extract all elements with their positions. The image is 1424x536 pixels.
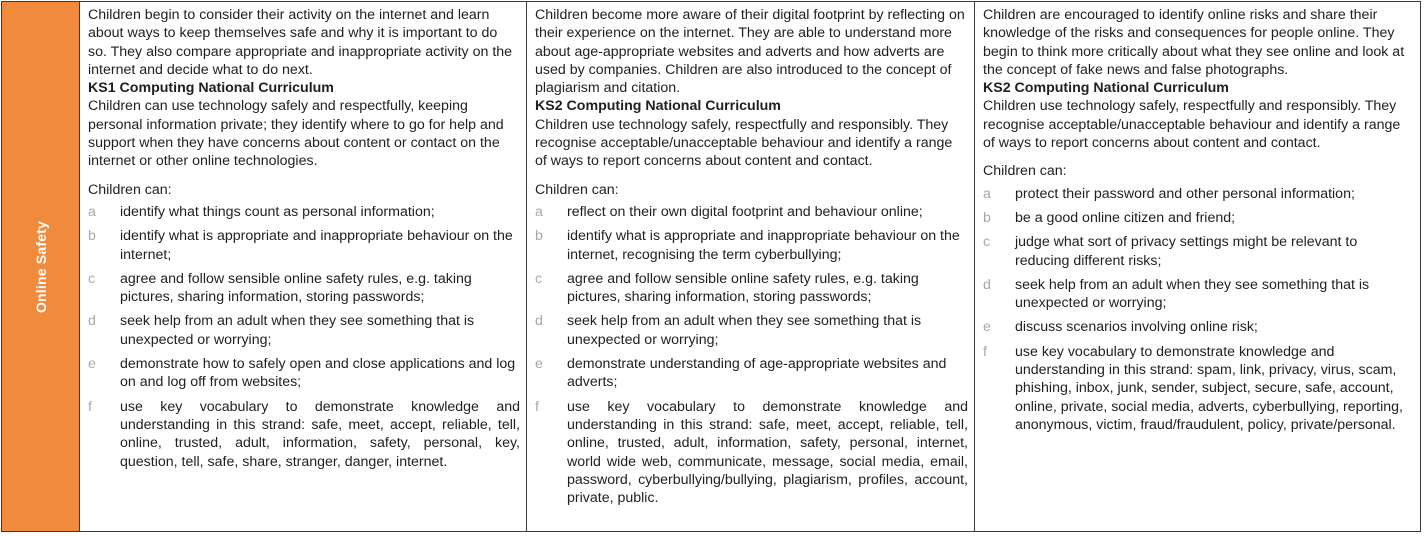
item-letter: f	[983, 343, 987, 360]
item-letter: c	[88, 270, 96, 287]
children-can-label: Children can:	[88, 181, 172, 198]
item-text: demonstrate how to safely open and close applications and log on and log off from websites;	[120, 356, 516, 391]
item-letter: a	[983, 185, 991, 202]
item-letter: d	[983, 276, 991, 293]
item-letter: e	[983, 319, 991, 336]
item-text: reflect on their own digital footprint and behaviour online;	[567, 203, 923, 220]
objectives-list	[983, 185, 1414, 435]
strand-side-cell	[2, 2, 80, 531]
item-text: identify what is appropriate and inappropriate behaviour on the internet, recognising the term cyberbullying;	[567, 228, 960, 263]
item-text: identify what is appropriate and inappropriate behaviour on the internet;	[120, 228, 513, 263]
list-item	[983, 343, 1414, 434]
curriculum-heading: KS2 Computing National Curriculum	[983, 80, 1229, 97]
list-item	[983, 318, 1414, 336]
list-item	[535, 312, 968, 349]
item-letter: c	[535, 270, 543, 287]
column-intro: Children become more aware of their digital footprint by reflecting on their experience on the internet. They are able to understand more about age-appropriate websites and adverts and how adverts are used by companies. Children are also introduced to the concept of plagiarism and citation.	[535, 7, 965, 97]
curriculum-text: Children use technology safely, respectfully and responsibly. They recognise acceptable/unacceptable behaviour and identify a range of ways to report concerns about content and contact.	[535, 116, 953, 170]
curriculum-text: Children use technology safely, respectfully and responsibly. They recognise acceptable/unacceptable behaviour and identify a range of ways to report concerns about content and contact.	[983, 98, 1401, 152]
item-letter: e	[535, 356, 543, 373]
item-text: seek help from an adult when they see something that is unexpected or worrying;	[567, 313, 922, 348]
column-intro: Children are encouraged to identify online risks and share their knowledge of the risks and consequences for people online. They begin to think more critically about what they see online and look at the concept of fake news and false photographs.	[983, 7, 1405, 78]
item-text: discuss scenarios involving online risk;	[1015, 319, 1258, 336]
item-letter: b	[983, 209, 991, 226]
item-letter: a	[88, 203, 96, 220]
curriculum-table	[1, 1, 1421, 532]
column-ks1	[80, 2, 527, 531]
curriculum-heading: KS1 Computing National Curriculum	[88, 80, 334, 97]
item-letter: f	[88, 398, 92, 415]
column-intro: Children begin to consider their activity on the internet and learn about ways to keep themselves safe and why it is important to do so. They also compare appropriate and inappropriate activity on the internet and decide what to do next.	[88, 7, 513, 78]
list-item	[535, 270, 968, 307]
strand-label: Online Safety	[32, 220, 49, 313]
item-text: agree and follow sensible online safety rules, e.g. taking pictures, sharing information, storing passwords;	[567, 270, 919, 306]
item-text: seek help from an adult when they see something that is unexpected or worrying;	[120, 313, 475, 348]
curriculum-heading: KS2 Computing National Curriculum	[535, 98, 781, 115]
list-item	[983, 233, 1414, 270]
item-text: identify what things count as personal information;	[120, 203, 435, 220]
list-item	[983, 185, 1414, 203]
list-item	[88, 355, 520, 392]
list-item	[535, 355, 968, 392]
item-text: be a good online citizen and friend;	[1015, 209, 1236, 226]
item-text: demonstrate understanding of age-appropriate websites and adverts;	[567, 356, 947, 391]
item-text: judge what sort of privacy settings might be relevant to reducing different risks;	[1015, 234, 1358, 269]
item-text: use key vocabulary to demonstrate knowledge and understanding in this strand: safe, meet, accept, reliable, tell, online, trusted, adult, information, safety, personal, internet, world wide web, communicate, message, social media, email, password, cyberbullying/bullying, plagiarism, profiles, account, private, public.	[567, 398, 968, 507]
item-text: protect their password and other personal information;	[1015, 185, 1355, 202]
item-letter: c	[983, 234, 991, 251]
objectives-list	[535, 203, 968, 507]
list-item	[983, 276, 1414, 313]
list-item	[88, 270, 520, 307]
item-letter: d	[88, 313, 96, 330]
column-ks2-a	[527, 2, 975, 531]
children-can-label: Children can:	[535, 181, 619, 198]
item-text: use key vocabulary to demonstrate knowledge and understanding in this strand: safe, meet, accept, reliable, tell, online, trusted, adult, information, safety, personal, key, question, tell, safe, share, stranger, danger, internet.	[120, 398, 520, 470]
curriculum-text: Children can use technology safely and respectfully, keeping personal information private; they identify where to go for help and support when they have concerns about content or contact on the internet or other online technologies.	[88, 98, 504, 170]
column-ks2-b	[975, 2, 1420, 531]
item-letter: d	[535, 313, 543, 330]
list-item	[535, 398, 968, 508]
list-item	[983, 209, 1414, 227]
item-text: agree and follow sensible online safety rules, e.g. taking pictures, sharing information, storing passwords;	[120, 270, 472, 306]
item-letter: b	[88, 228, 96, 245]
item-letter: b	[535, 228, 543, 245]
list-item	[88, 398, 520, 471]
list-item	[88, 312, 520, 349]
children-can-label: Children can:	[983, 163, 1067, 180]
objectives-list	[88, 203, 520, 471]
item-letter: a	[535, 203, 543, 220]
list-item	[88, 227, 520, 264]
item-text: use key vocabulary to demonstrate knowledge and understanding in this strand: spam, link, privacy, virus, scam, phishing, inbox, junk, sender, subject, secure, safe, account, online, private, social media, adverts, cyberbullying, reporting, anonymous, victim, fraud/fraudulent, policy, private/personal.	[1015, 343, 1403, 433]
item-text: seek help from an adult when they see something that is unexpected or worrying;	[1015, 276, 1370, 312]
list-item	[535, 203, 968, 221]
item-letter: f	[535, 398, 539, 415]
list-item	[88, 203, 520, 221]
list-item	[535, 227, 968, 264]
item-letter: e	[88, 356, 96, 373]
